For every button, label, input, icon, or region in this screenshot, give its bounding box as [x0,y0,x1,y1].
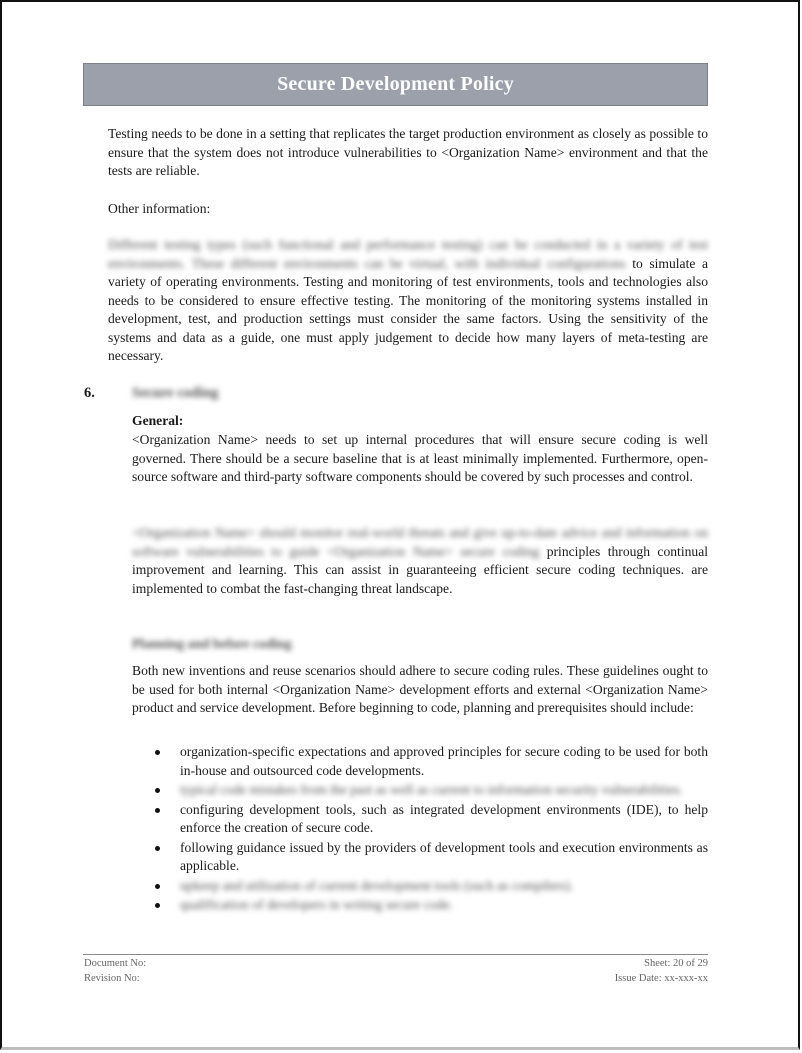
list-item-text: organization-specific expectations and approved principles for secure coding to be used for both in-house and outsourced code developments. [180,744,708,778]
list-item [132,877,708,896]
list-item-text: following guidance issued by the providers of development tools and execution environments as applicable. [180,839,708,873]
issue-date: Issue Date: xx-xxx-xx [614,973,708,984]
list-item [132,896,708,915]
redacted-text: Different testing types (such functional and performance testing) can be conducted in a variety of test environments. These different environments can be virtual, with individual configurations [108,237,708,271]
page-title: Secure Development Policy [277,73,514,95]
sheet-number: Sheet: 20 of 29 [644,958,708,969]
list-item [132,781,708,800]
planning-heading: Planning and before coding [132,636,292,651]
general-heading: General: [132,413,184,428]
footer-divider [83,954,708,955]
planning-paragraph: Both new inventions and reuse scenarios should adhere to secure coding rules. These guidelines ought to be used for both internal <Organization Name> development efforts and external <Organization Name> product and service development. Before beginning to code, planning and prerequisites should include: [132,663,708,715]
footer-right [615,956,708,986]
intro-paragraph: Testing needs to be done in a setting that replicates the target production environment as closely as possible to ensure that the system does not introduce vulnerabilities to <Organization Name> environment and that the tests are reliable. [108,126,708,178]
bullet-icon [155,808,160,813]
prerequisites-list [132,743,708,916]
bullet-icon [155,884,160,889]
section-number: 6. [84,385,95,401]
footer-left [84,956,146,986]
other-info-text: to simulate a variety of operating environments. Testing and monitoring of test environments, tools and technologies also needs to be considered to ensure effective testing. The monitoring of the monitoring systems installed in development, test, and production settings must consider the same factors. Using the sensitivity of the systems and data as a guide, one must apply judgement to decide how many layers of meta-testing are necessary. [108,255,708,363]
revision-no-label: Revision No: [84,973,140,984]
list-item-text: typical code mistakes from the past as well as current to information security vulnerabilities. [180,782,683,797]
list-item-text: configuring development tools, such as integrated development environments (IDE), to help enforce the creation of secure code. [180,801,708,835]
bullet-icon [155,750,160,755]
section-title: Secure coding [132,385,219,401]
list-item-text: upkeep and utilization of current development tools (such as compilers). [180,877,574,893]
other-info-paragraph [108,236,708,366]
general-paragraph: <Organization Name> needs to set up internal procedures that will ensure secure coding is well governed. There should be a secure baseline that is at least minimally implemented. Furthermore, open-source software and third-party software components should be covered by such processes and control. [132,432,708,484]
redacted-text: <Organization Name> should monitor real-world threats and give up-to-date advice and information on software vulnerabilities to guide <Organization Name> secure coding [132,525,708,559]
list-item-text: qualification of developers in writing secure code. [180,897,453,912]
list-item [132,839,708,876]
threats-paragraph [132,524,708,598]
list-item [132,743,708,780]
page-title-bar [83,63,708,106]
threats-text: principles through continual improvement and learning. This can assist in guaranteeing efficient secure coding techniques. are implemented to combat the fast-changing threat landscape. [132,543,708,596]
document-no-label: Document No: [84,958,147,969]
bullet-icon [155,846,160,851]
list-item [132,801,708,838]
other-info-label: Other information: [108,201,211,216]
bullet-icon [155,788,160,793]
bullet-icon [155,903,160,908]
